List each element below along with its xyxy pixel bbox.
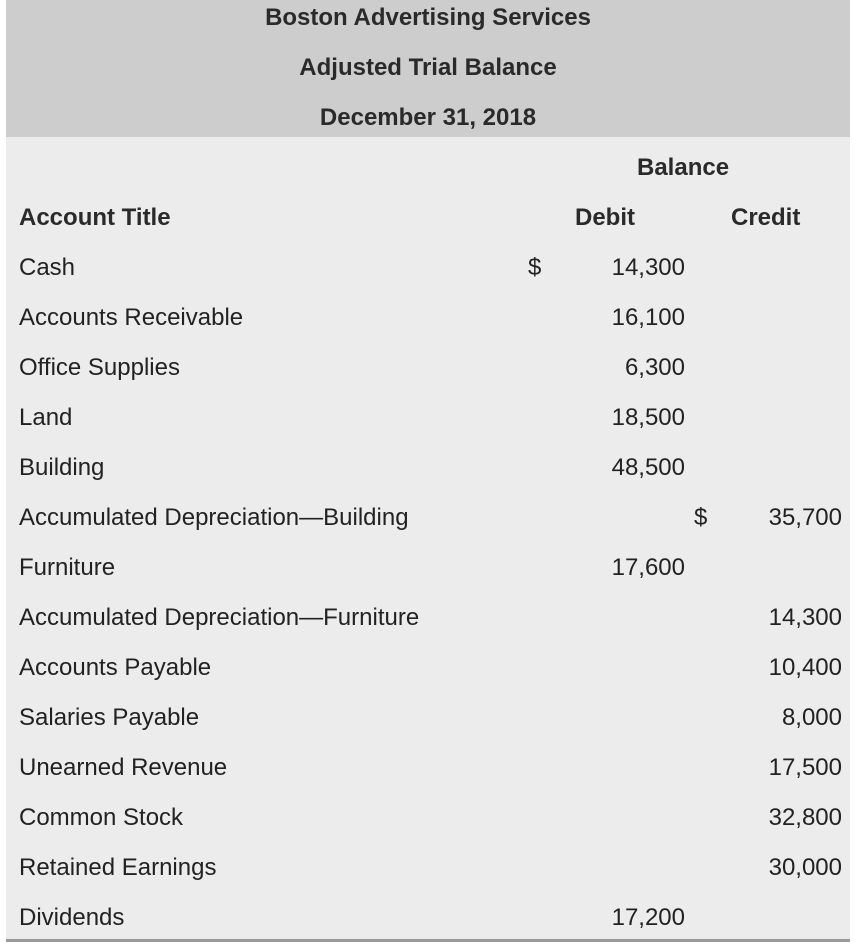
- credit-amount: 10,400: [768, 654, 842, 681]
- credit-amount: 35,700: [768, 504, 842, 531]
- account-title: Furniture: [19, 554, 116, 581]
- table-row: [0, 553, 856, 583]
- table-row: [0, 853, 856, 883]
- table-row: [0, 403, 856, 433]
- account-title: Accumulated Depreciation—Building: [19, 504, 409, 531]
- report-date: December 31, 2018: [319, 104, 537, 131]
- account-title: Accumulated Depreciation—Furniture: [19, 604, 420, 631]
- credit-header: Credit: [731, 204, 801, 231]
- table-row: [0, 653, 856, 683]
- table-row: [0, 453, 856, 483]
- table-row: [0, 903, 856, 933]
- account-title: Dividends: [19, 904, 125, 931]
- account-title: Salaries Payable: [19, 704, 200, 731]
- debit-header: Debit: [575, 204, 635, 231]
- table-row: [0, 503, 856, 533]
- account-title: Building: [19, 454, 105, 481]
- company-name: Boston Advertising Services: [265, 4, 591, 31]
- account-title: Retained Earnings: [19, 854, 217, 881]
- table-row: [0, 253, 856, 283]
- debit-amount: 16,100: [611, 304, 685, 331]
- table-row: [0, 303, 856, 333]
- account-title: Unearned Revenue: [19, 754, 228, 781]
- credit-amount: 17,500: [768, 754, 842, 781]
- table-row: [0, 753, 856, 783]
- report-header: [6, 0, 850, 137]
- debit-amount: 17,200: [611, 904, 685, 931]
- account-title-header: Account Title: [19, 204, 171, 231]
- credit-currency-symbol: $: [694, 504, 708, 531]
- table-row: [0, 603, 856, 633]
- account-title: Office Supplies: [19, 354, 180, 381]
- account-title: Accounts Payable: [19, 654, 212, 681]
- table-row: [0, 803, 856, 833]
- debit-amount: 6,300: [624, 354, 685, 381]
- debit-amount: 18,500: [611, 404, 685, 431]
- account-title: Cash: [19, 254, 76, 281]
- credit-amount: 32,800: [768, 804, 842, 831]
- debit-amount: 14,300: [611, 254, 685, 281]
- credit-amount: 30,000: [768, 854, 842, 881]
- credit-amount: 8,000: [781, 704, 842, 731]
- table-row: [0, 703, 856, 733]
- table-row: [0, 353, 856, 383]
- debit-currency-symbol: $: [528, 254, 542, 281]
- debit-amount: 48,500: [611, 454, 685, 481]
- table-bottom-border: [6, 939, 850, 942]
- account-title: Accounts Receivable: [19, 304, 244, 331]
- report-title: Adjusted Trial Balance: [299, 54, 557, 81]
- debit-amount: 17,600: [611, 554, 685, 581]
- credit-amount: 14,300: [768, 604, 842, 631]
- account-title: Land: [19, 404, 73, 431]
- account-title: Common Stock: [19, 804, 184, 831]
- balance-group-header: Balance: [637, 154, 730, 181]
